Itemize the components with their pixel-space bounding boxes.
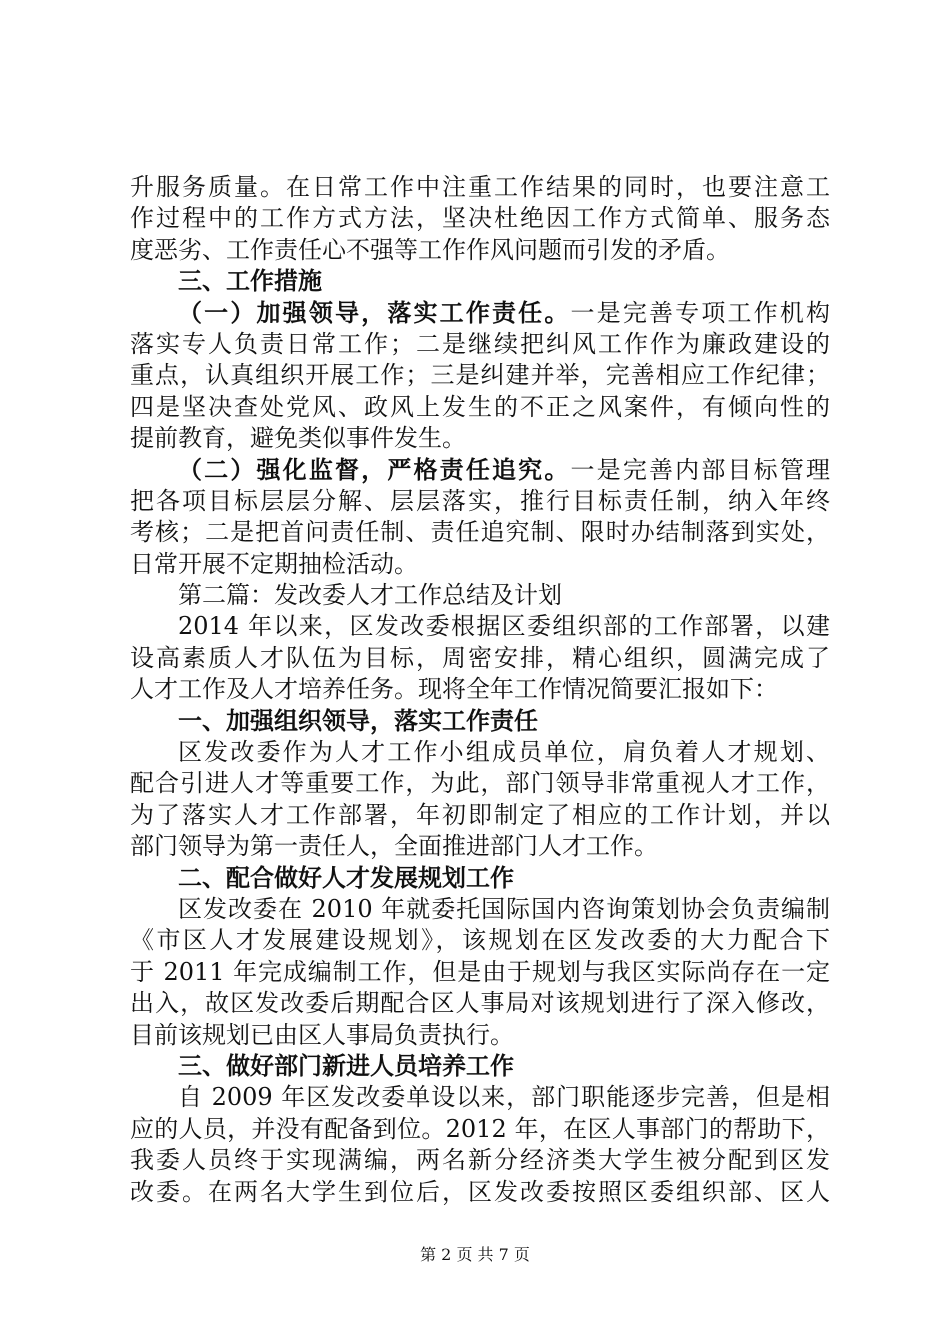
text-line	[130, 1020, 830, 1051]
text-line	[130, 800, 830, 831]
text-line	[130, 172, 830, 203]
text-line	[130, 768, 830, 799]
text-line	[130, 894, 830, 925]
text-line	[130, 549, 830, 580]
line-text: 区发改委在 2010 年就委托国际国内咨询策划协会负责编制	[178, 894, 830, 923]
line-text: 部门领导为第一责任人，全面推进部门人才工作。	[130, 832, 658, 861]
text-line	[130, 486, 830, 517]
text-line	[130, 674, 830, 705]
line-text: 提前教育，避免类似事件发生。	[130, 424, 466, 453]
text-line	[130, 957, 830, 988]
text-line	[130, 1145, 830, 1176]
line-text: 把各项目标层层分解、层层落实，推行目标责任制，纳入年终	[130, 486, 830, 515]
line-text: 一、加强组织领导，落实工作责任	[178, 706, 538, 735]
text-line	[130, 925, 830, 956]
line-text: 2014 年以来，区发改委根据区委组织部的工作部署，以建	[178, 612, 830, 641]
text-line	[130, 1082, 830, 1113]
text-line	[130, 455, 830, 486]
text-line	[130, 706, 830, 737]
line-text: 度恶劣、工作责任心不强等工作作风问题而引发的矛盾。	[130, 235, 730, 264]
line-text: 一是完善专项工作机构	[570, 298, 830, 327]
text-line	[130, 266, 830, 297]
line-text: 第二篇：发改委人才工作总结及计划	[178, 581, 562, 610]
text-line	[130, 1114, 830, 1145]
line-text: 目前该规划已由区人事局负责执行。	[130, 1020, 514, 1049]
text-line	[130, 298, 830, 329]
inline-bold-heading: （一）加强领导，落实工作责任。	[178, 298, 571, 327]
line-text: 配合引进人才等重要工作，为此，部门领导非常重视人才工作，	[130, 769, 830, 798]
line-text: 三、工作措施	[178, 267, 322, 296]
text-line	[130, 831, 830, 862]
line-text: 自 2009 年区发改委单设以来，部门职能逐步完善，但是相	[178, 1083, 830, 1112]
inline-bold-heading: （二）强化监督，严格责任追究。	[178, 455, 571, 484]
text-line	[130, 392, 830, 423]
line-text: 考核；二是把首问责任制、责任追究制、限时办结制落到实处，	[130, 518, 830, 547]
text-line	[130, 329, 830, 360]
line-text: 为了落实人才工作部署，年初即制定了相应的工作计划，并以	[130, 800, 830, 829]
text-line	[130, 235, 830, 266]
line-text: 作过程中的工作方式方法，坚决杜绝因工作方式简单、服务态	[130, 204, 830, 233]
page-footer: 第 2 页 共 7 页	[420, 1245, 530, 1264]
line-text: 日常开展不定期抽检活动。	[130, 549, 418, 578]
line-text: 设高素质人才队伍为目标，周密安排，精心组织，圆满完成了	[130, 643, 830, 672]
line-text: 二、配合做好人才发展规划工作	[178, 863, 514, 892]
line-text: 于 2011 年完成编制工作，但是由于规划与我区实际尚存在一定	[130, 957, 830, 986]
text-line	[130, 1177, 830, 1208]
text-line	[130, 517, 830, 548]
text-line	[130, 643, 830, 674]
text-line	[130, 423, 830, 454]
line-text: 我委人员终于实现满编，两名新分经济类大学生被分配到区发	[130, 1146, 830, 1175]
text-line	[130, 1051, 830, 1082]
text-line	[130, 360, 830, 391]
text-line	[130, 988, 830, 1019]
line-text: 一是完善内部目标管理	[570, 455, 830, 484]
document-body	[130, 172, 830, 1208]
text-line	[130, 203, 830, 234]
line-text: 应的人员，并没有配备到位。2012 年，在区人事部门的帮助下，	[130, 1114, 830, 1143]
text-line	[130, 580, 830, 611]
line-text: 三、做好部门新进人员培养工作	[178, 1051, 514, 1080]
line-text: 落实专人负责日常工作；二是继续把纠风工作作为廉政建设的	[130, 329, 830, 358]
line-text: 四是坚决查处党风、政风上发生的不正之风案件，有倾向性的	[130, 392, 830, 421]
line-text: 重点，认真组织开展工作；三是纠建并举，完善相应工作纪律；	[130, 361, 830, 390]
line-text: 升服务质量。在日常工作中注重工作结果的同时，也要注意工	[130, 173, 830, 201]
text-line	[130, 611, 830, 642]
text-line	[130, 863, 830, 894]
line-text: 出入，故区发改委后期配合区人事局对该规划进行了深入修改，	[130, 989, 830, 1018]
line-text: 人才工作及人才培养任务。现将全年工作情况简要汇报如下：	[130, 675, 778, 704]
line-text: 《市区人才发展建设规划》，该规划在区发改委的大力配合下	[130, 926, 830, 955]
text-line	[130, 737, 830, 768]
line-text: 区发改委作为人才工作小组成员单位，肩负着人才规划、	[178, 738, 830, 767]
line-text: 改委。在两名大学生到位后，区发改委按照区委组织部、区人	[130, 1177, 830, 1206]
